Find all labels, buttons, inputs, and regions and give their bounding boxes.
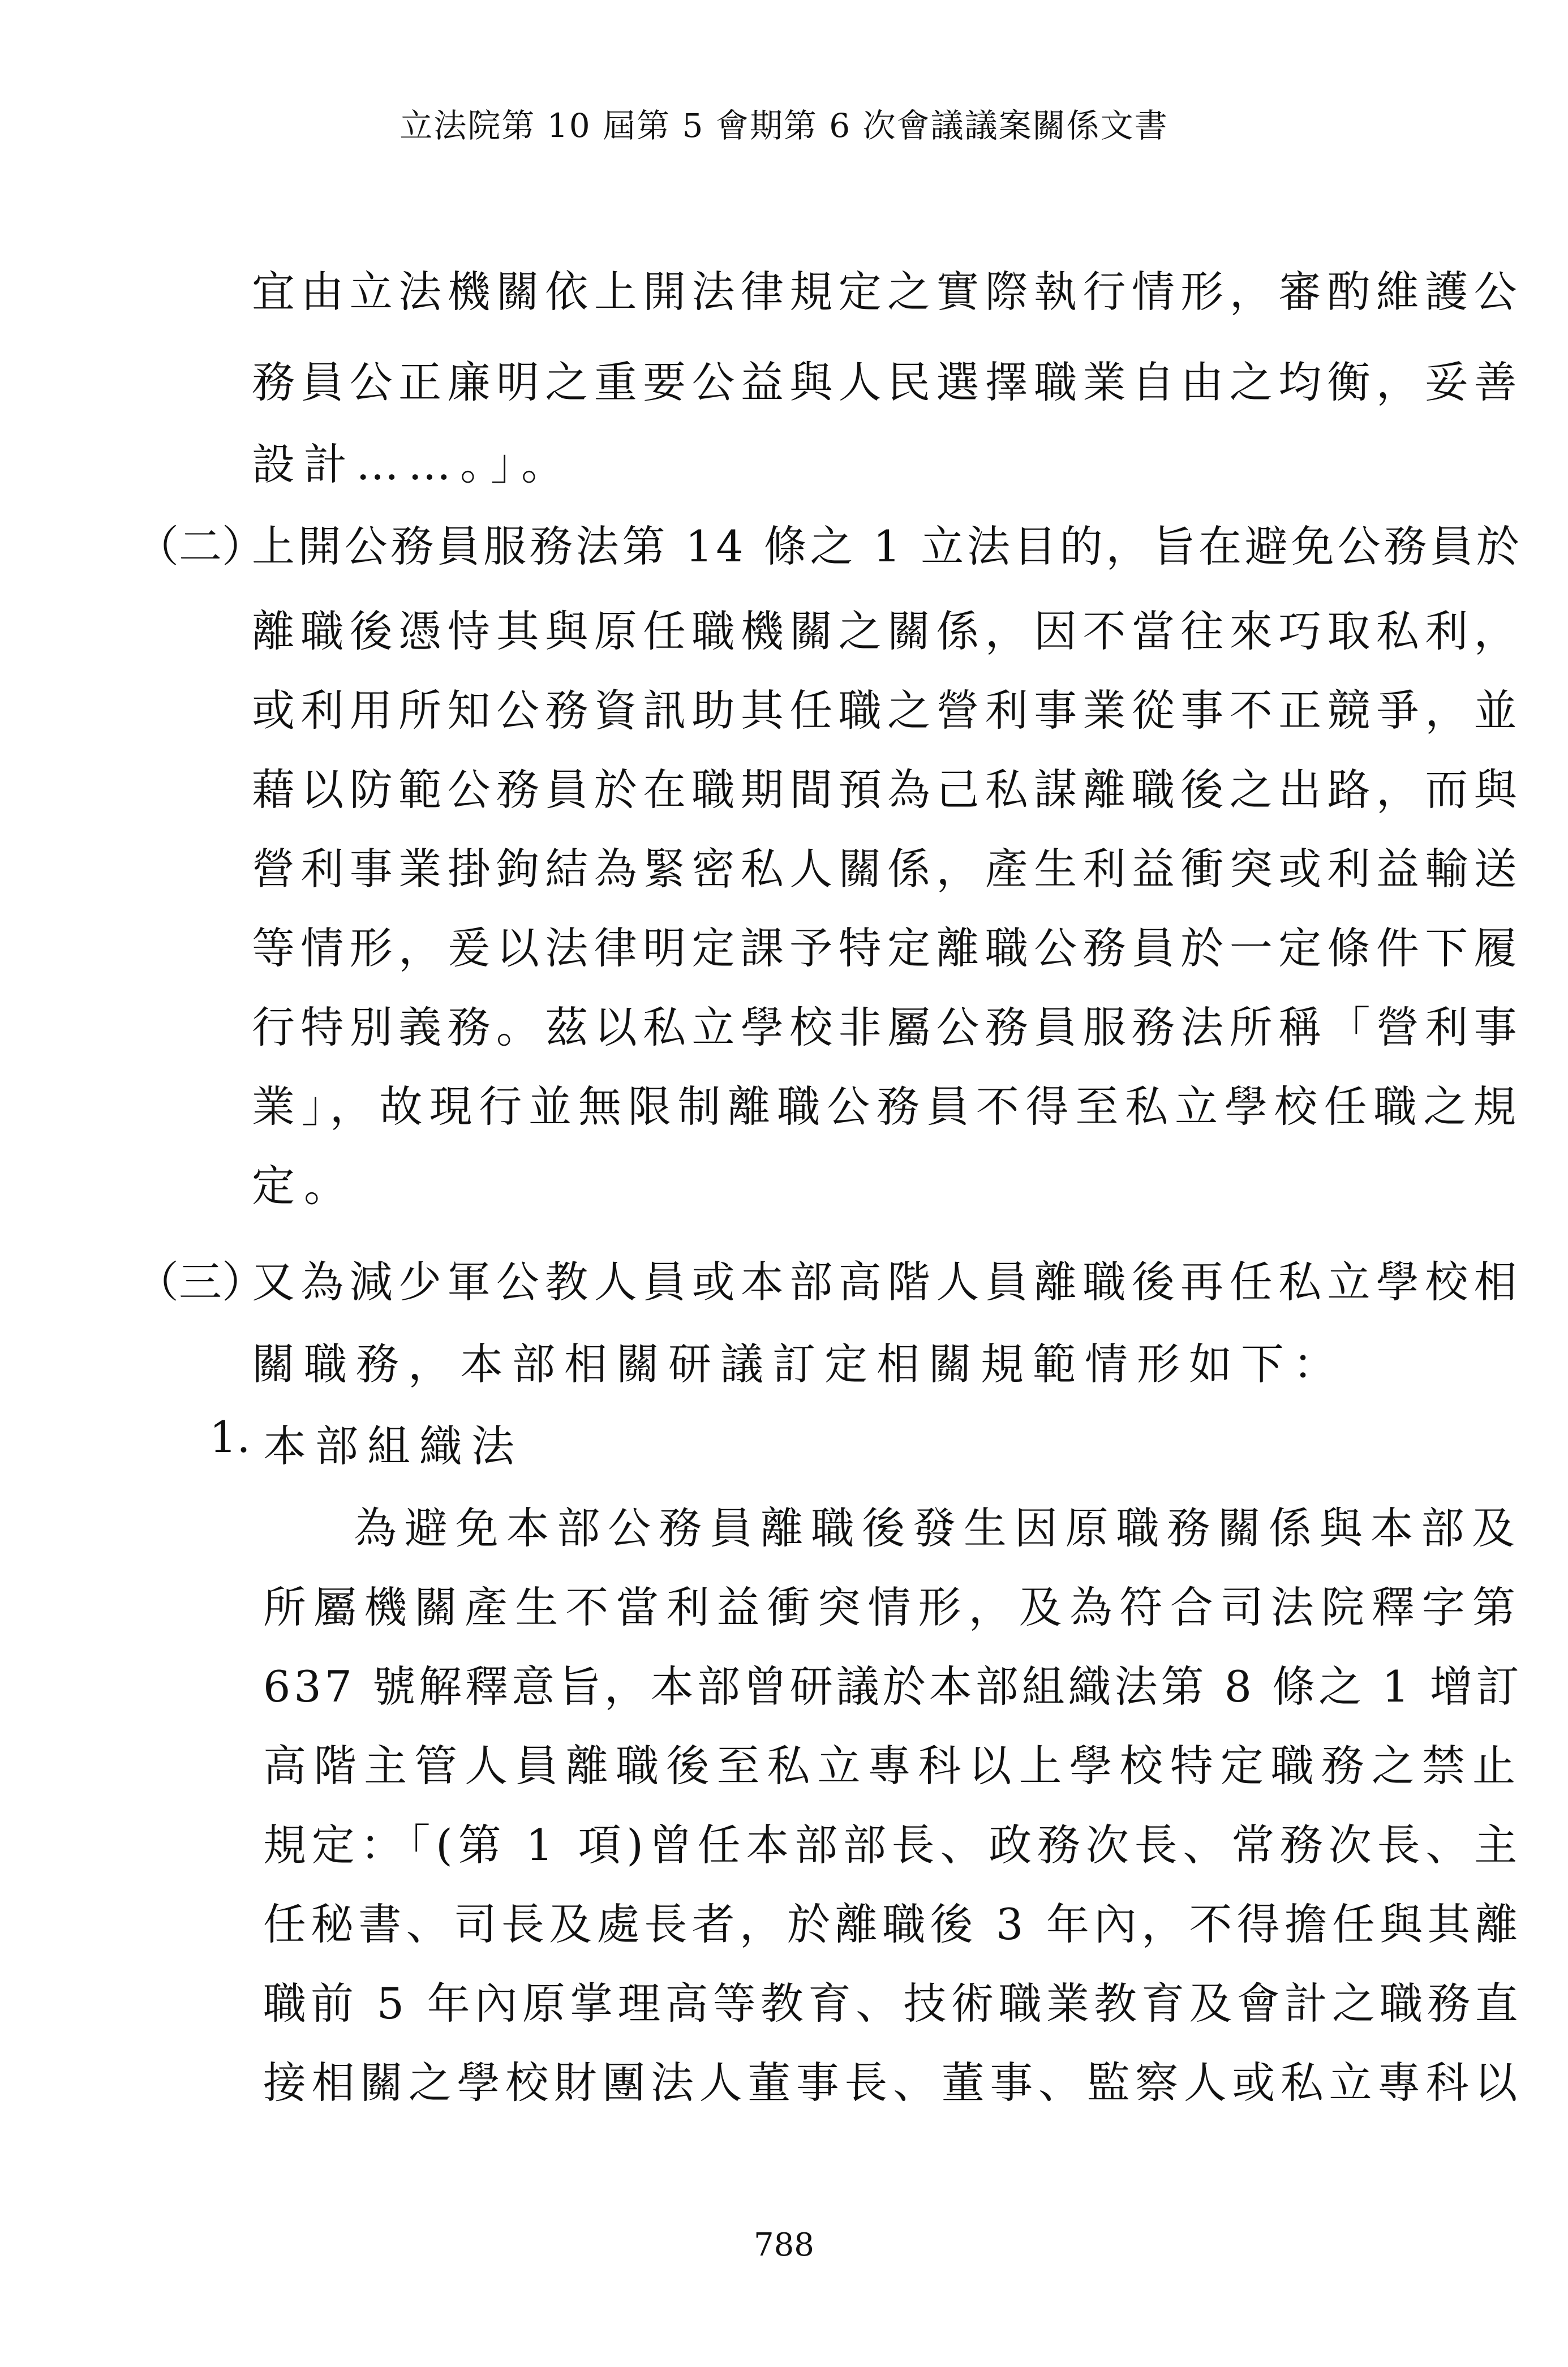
section-2-line-9: 定。 — [252, 1161, 356, 1211]
item-1-line-6: 任秘書、司長及處長者，於離職後 3 年內，不得擔任與其離 — [263, 1899, 1523, 1949]
section-2-line-8: 業」，故現行並無限制離職公務員不得至私立學校任職之規 — [252, 1081, 1523, 1132]
page-number: 788 — [754, 2227, 814, 2263]
section-2-line-3: 或利用所知公務資訊助其任職之營利事業從事不正競爭，並 — [252, 685, 1523, 736]
item-1-title: 本部組織法 — [263, 1421, 523, 1471]
item-1-line-5: 規定：「(第 1 項)曾任本部部長、政務次長、常務次長、主 — [263, 1820, 1523, 1870]
section-2-marker: （二） — [136, 521, 265, 572]
item-1-line-7: 職前 5 年內原掌理高等教育、技術職業教育及會計之職務直 — [263, 1978, 1523, 2029]
continuation-line-3: 設計……。」。 — [252, 439, 573, 489]
item-1-marker: 1. — [209, 1412, 251, 1462]
item-1-line-2: 所屬機關產生不當利益衝突情形，及為符合司法院釋字第 — [263, 1582, 1523, 1633]
continuation-line-2: 務員公正廉明之重要公益與人民選擇職業自由之均衡，妥善 — [252, 357, 1523, 407]
section-2-line-1: 上開公務員服務法第 14 條之 1 立法目的，旨在避免公務員於 — [252, 521, 1523, 572]
item-1-line-3: 637 號解釋意旨，本部曾研議於本部組織法第 8 條之 1 增訂 — [263, 1661, 1523, 1712]
section-2-line-5: 營利事業掛鉤結為緊密私人關係，產生利益衝突或利益輸送 — [252, 844, 1523, 894]
item-1-line-1: 為避免本部公務員離職後發生因原職務關係與本部及 — [354, 1503, 1523, 1553]
section-2-line-7: 行特別義務。茲以私立學校非屬公務員服務法所稱「營利事 — [252, 1002, 1523, 1053]
section-3-line-1: 又為減少軍公教人員或本部高階人員離職後再任私立學校相 — [252, 1257, 1523, 1307]
section-2-line-4: 藉以防範公務員於在職期間預為己私謀離職後之出路，而與 — [252, 764, 1523, 815]
document-header: 立法院第 10 屆第 5 會期第 6 次會議議案關係文書 — [399, 106, 1169, 145]
continuation-line-1: 宜由立法機關依上開法律規定之實際執行情形，審酌維護公 — [252, 267, 1523, 317]
item-1-line-4: 高階主管人員離職後至私立專科以上學校特定職務之禁止 — [263, 1741, 1523, 1791]
section-2-line-2: 離職後憑恃其與原任職機關之關係，因不當往來巧取私利， — [252, 606, 1523, 656]
section-2-line-6: 等情形，爰以法律明定課予特定離職公務員於一定條件下履 — [252, 923, 1523, 973]
item-1-line-8: 接相關之學校財團法人董事長、董事、監察人或私立專科以 — [263, 2057, 1523, 2108]
section-3-line-2: 關職務，本部相關研議訂定相關規範情形如下： — [252, 1339, 1345, 1389]
section-3-marker: （三） — [136, 1257, 265, 1307]
